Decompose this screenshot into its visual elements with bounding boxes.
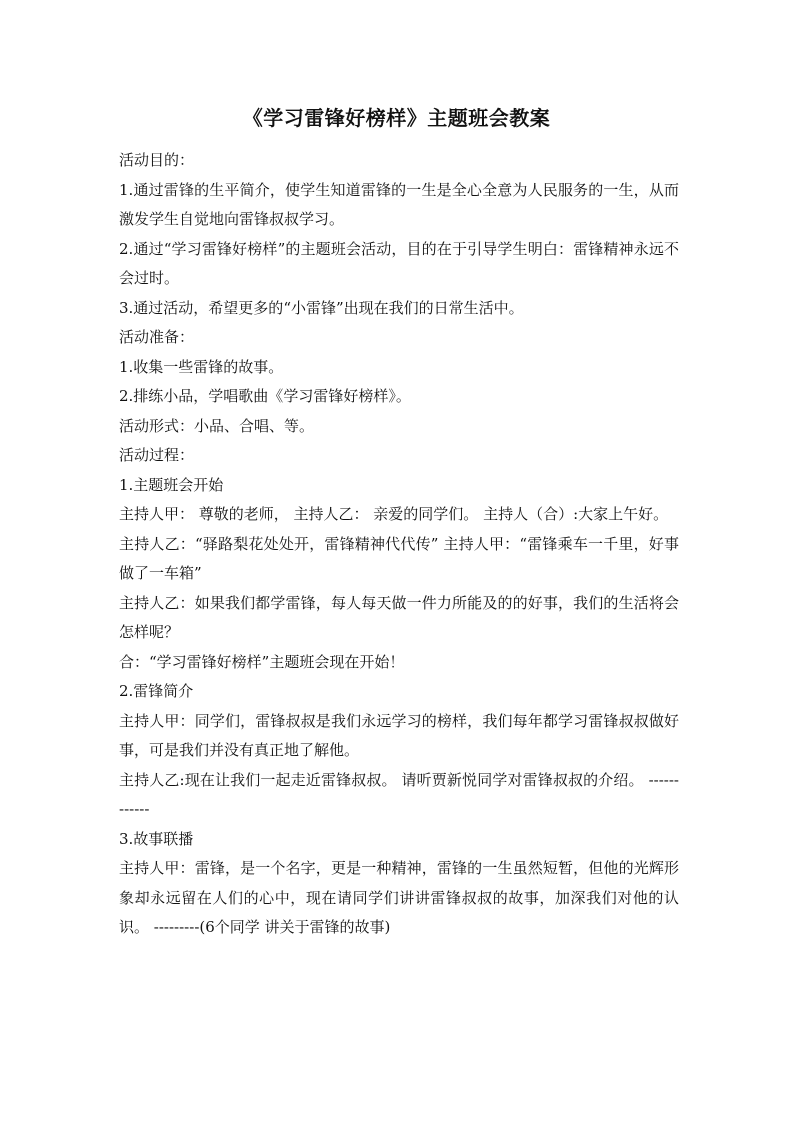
dialogue-paragraph: 主持人乙:现在让我们一起走近雷锋叔叔。 请听贾新悦同学对雷锋叔叔的介绍。 ------------ — [119, 770, 679, 818]
dialogue-paragraph: 主持人乙：“驿路梨花处处开，雷锋精神代代传” 主持人甲：“雷锋乘车一千里，好事做了一车箱” — [119, 534, 679, 582]
goal-item-2: 2.通过“学习雷锋好榜样”的主题班会活动，目的在于引导学生明白：雷锋精神永远不会过时。 — [119, 239, 679, 287]
document-title: 《学习雷锋好榜样》主题班会教案 — [242, 106, 551, 130]
heading-activity-process: 活动过程： — [119, 446, 195, 464]
dialogue-paragraph: 主持人甲：同学们，雷锋叔叔是我们永远学习的榜样，我们每年都学习雷锋叔叔做好事，可是我们并没有真正地了解他。 — [119, 711, 679, 759]
document-body — [119, 146, 679, 943]
preparation-item-2: 2.排练小品，学唱歌曲《学习雷锋好榜样》。 — [119, 387, 411, 405]
dialogue-paragraph: 主持人甲：雷锋，是一个名字，更是一种精神，雷锋的一生虽然短暂，但他的光辉形象却永远留在人们的心中，现在请同学们讲讲雷锋叔叔的故事，加深我们对他的认识。 ---------(6个同学 讲关于雷锋的故事) — [119, 859, 679, 936]
heading-activity-preparation: 活动准备： — [119, 328, 195, 346]
goal-item-3: 3.通过活动，希望更多的“小雷锋”出现在我们的日常生活中。 — [119, 298, 524, 317]
process-step-3-heading: 3.故事联播 — [119, 829, 194, 848]
goal-item-1: 1.通过雷锋的生平简介，使学生知道雷锋的一生是全心全意为人民服务的一生，从而激发学生自觉地向雷锋叔叔学习。 — [119, 180, 679, 228]
dialogue-paragraph: 主持人甲： 尊敬的老师， 主持人乙： 亲爱的同学们。 主持人（合）:大家上午好。 — [119, 505, 669, 523]
dialogue-paragraph: 合：“学习雷锋好榜样”主题班会现在开始！ — [119, 652, 405, 671]
heading-activity-goals: 活动目的： — [119, 151, 195, 169]
process-step-2-heading: 2.雷锋简介 — [119, 682, 194, 700]
activity-format: 活动形式：小品、合唱、等。 — [119, 416, 315, 435]
dialogue-paragraph: 主持人乙：如果我们都学雷锋，每人每天做一件力所能及的的好事，我们的生活将会怎样呢？ — [119, 593, 679, 641]
preparation-item-1: 1.收集一些雷锋的故事。 — [119, 357, 284, 376]
process-step-1-heading: 1.主题班会开始 — [119, 475, 224, 494]
